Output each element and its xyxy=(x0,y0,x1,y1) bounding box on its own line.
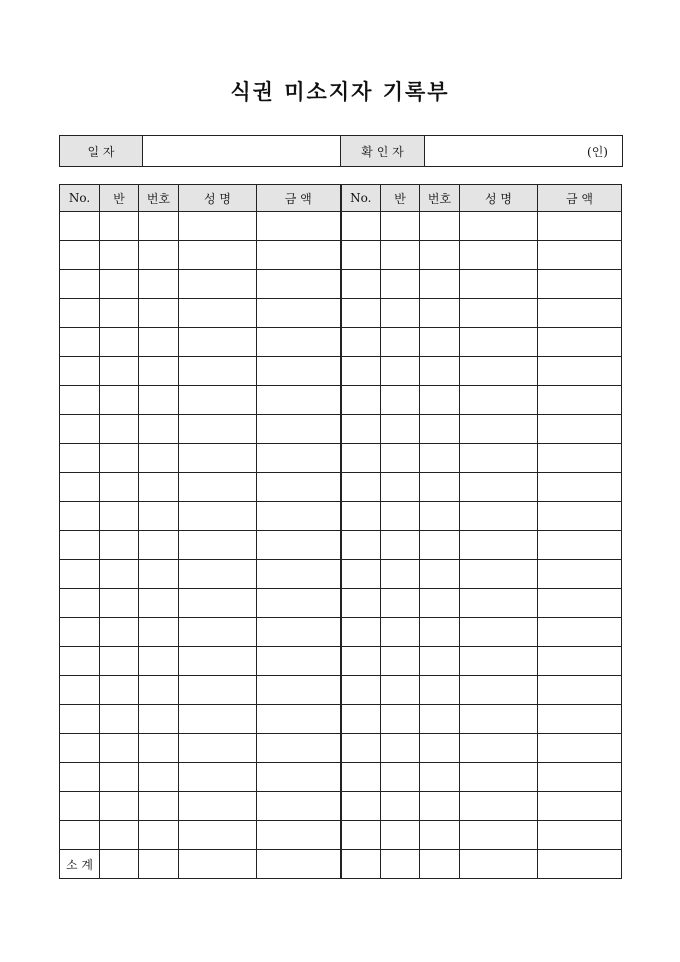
table-cell[interactable] xyxy=(420,531,460,560)
table-cell[interactable] xyxy=(257,531,341,560)
table-cell[interactable] xyxy=(100,502,139,531)
table-cell[interactable] xyxy=(341,763,381,792)
table-cell[interactable] xyxy=(179,618,257,647)
table-cell[interactable] xyxy=(460,618,538,647)
table-cell[interactable] xyxy=(381,444,420,473)
table-cell[interactable] xyxy=(100,357,139,386)
subtotal-cell[interactable] xyxy=(381,850,420,879)
table-cell[interactable] xyxy=(420,473,460,502)
table-cell[interactable] xyxy=(100,270,139,299)
subtotal-row xyxy=(60,850,622,879)
table-cell[interactable] xyxy=(139,386,179,415)
table-cell[interactable] xyxy=(60,589,100,618)
table-cell[interactable] xyxy=(179,589,257,618)
table-cell[interactable] xyxy=(100,589,139,618)
table-cell[interactable] xyxy=(60,618,100,647)
table-cell[interactable] xyxy=(381,792,420,821)
table-cell[interactable] xyxy=(420,299,460,328)
table-cell[interactable] xyxy=(139,531,179,560)
table-cell[interactable] xyxy=(381,763,420,792)
table-cell[interactable] xyxy=(179,270,257,299)
table-cell[interactable] xyxy=(257,821,341,850)
table-row xyxy=(60,444,622,473)
table-cell[interactable] xyxy=(341,705,381,734)
table-cell[interactable] xyxy=(381,618,420,647)
table-cell[interactable] xyxy=(420,386,460,415)
table-cell[interactable] xyxy=(341,618,381,647)
table-cell[interactable] xyxy=(420,357,460,386)
table-cell[interactable] xyxy=(100,473,139,502)
table-cell[interactable] xyxy=(420,270,460,299)
table-row xyxy=(60,212,622,241)
table-cell[interactable] xyxy=(538,676,622,705)
table-cell[interactable] xyxy=(381,386,420,415)
table-cell[interactable] xyxy=(381,705,420,734)
column-header: No. xyxy=(60,185,100,212)
table-cell[interactable] xyxy=(381,647,420,676)
table-cell[interactable] xyxy=(139,734,179,763)
table-cell[interactable] xyxy=(179,473,257,502)
table-cell[interactable] xyxy=(341,212,381,241)
subtotal-cell[interactable] xyxy=(179,850,257,879)
table-cell[interactable] xyxy=(460,473,538,502)
table-cell[interactable] xyxy=(60,734,100,763)
table-cell[interactable] xyxy=(538,328,622,357)
table-cell[interactable] xyxy=(60,763,100,792)
table-cell[interactable] xyxy=(179,734,257,763)
table-cell[interactable] xyxy=(257,415,341,444)
table-row xyxy=(60,473,622,502)
table-cell[interactable] xyxy=(257,647,341,676)
table-cell[interactable] xyxy=(420,560,460,589)
date-field[interactable] xyxy=(143,136,341,167)
table-cell[interactable] xyxy=(420,328,460,357)
table-cell[interactable] xyxy=(538,618,622,647)
table-cell[interactable] xyxy=(420,705,460,734)
table-cell[interactable] xyxy=(538,502,622,531)
table-cell[interactable] xyxy=(179,241,257,270)
table-cell[interactable] xyxy=(538,386,622,415)
ledger-table xyxy=(59,184,622,879)
table-cell[interactable] xyxy=(60,299,100,328)
table-cell[interactable] xyxy=(460,763,538,792)
table-cell[interactable] xyxy=(460,212,538,241)
table-cell[interactable] xyxy=(420,821,460,850)
table-cell[interactable] xyxy=(179,531,257,560)
table-cell[interactable] xyxy=(460,386,538,415)
table-cell[interactable] xyxy=(460,502,538,531)
table-cell[interactable] xyxy=(139,299,179,328)
table-cell[interactable] xyxy=(381,676,420,705)
table-cell[interactable] xyxy=(100,821,139,850)
table-cell[interactable] xyxy=(257,270,341,299)
table-row xyxy=(60,502,622,531)
table-cell[interactable] xyxy=(538,589,622,618)
confirmer-label: 확 인 자 xyxy=(341,136,425,167)
table-cell[interactable] xyxy=(420,676,460,705)
table-cell[interactable] xyxy=(257,241,341,270)
table-cell[interactable] xyxy=(538,415,622,444)
table-cell[interactable] xyxy=(100,792,139,821)
subtotal-label: 소 계 xyxy=(60,850,100,879)
table-cell[interactable] xyxy=(420,618,460,647)
table-cell[interactable] xyxy=(139,241,179,270)
table-cell[interactable] xyxy=(538,734,622,763)
table-cell[interactable] xyxy=(341,473,381,502)
table-cell[interactable] xyxy=(420,647,460,676)
table-cell[interactable] xyxy=(100,734,139,763)
table-cell[interactable] xyxy=(420,763,460,792)
table-cell[interactable] xyxy=(538,763,622,792)
table-cell[interactable] xyxy=(538,241,622,270)
table-cell[interactable] xyxy=(341,502,381,531)
table-cell[interactable] xyxy=(139,792,179,821)
table-cell[interactable] xyxy=(257,357,341,386)
table-row xyxy=(60,589,622,618)
table-cell[interactable] xyxy=(139,502,179,531)
table-cell[interactable] xyxy=(139,560,179,589)
table-cell[interactable] xyxy=(538,531,622,560)
table-cell[interactable] xyxy=(100,299,139,328)
table-cell[interactable] xyxy=(179,763,257,792)
subtotal-cell[interactable] xyxy=(460,850,538,879)
ledger-header-row xyxy=(60,185,622,212)
table-cell[interactable] xyxy=(420,212,460,241)
table-cell[interactable] xyxy=(60,386,100,415)
table-cell[interactable] xyxy=(179,647,257,676)
table-cell[interactable] xyxy=(179,821,257,850)
table-cell[interactable] xyxy=(139,212,179,241)
table-cell[interactable] xyxy=(60,560,100,589)
table-cell[interactable] xyxy=(460,734,538,763)
column-header: 금 액 xyxy=(538,185,622,212)
table-cell[interactable] xyxy=(139,647,179,676)
table-row xyxy=(60,705,622,734)
table-cell[interactable] xyxy=(139,270,179,299)
table-row xyxy=(60,763,622,792)
table-cell[interactable] xyxy=(341,270,381,299)
table-cell[interactable] xyxy=(341,299,381,328)
table-cell[interactable] xyxy=(60,328,100,357)
table-cell[interactable] xyxy=(460,792,538,821)
table-cell[interactable] xyxy=(381,734,420,763)
table-cell[interactable] xyxy=(100,647,139,676)
confirmer-field[interactable] xyxy=(425,136,623,167)
table-cell[interactable] xyxy=(460,357,538,386)
table-cell[interactable] xyxy=(60,473,100,502)
table-cell[interactable] xyxy=(460,299,538,328)
table-cell[interactable] xyxy=(460,241,538,270)
table-row xyxy=(60,328,622,357)
table-cell[interactable] xyxy=(381,212,420,241)
table-cell[interactable] xyxy=(100,531,139,560)
table-cell[interactable] xyxy=(179,299,257,328)
table-cell[interactable] xyxy=(420,589,460,618)
table-cell[interactable] xyxy=(460,531,538,560)
table-cell[interactable] xyxy=(179,357,257,386)
table-cell[interactable] xyxy=(341,589,381,618)
table-cell[interactable] xyxy=(139,415,179,444)
table-cell[interactable] xyxy=(257,676,341,705)
table-cell[interactable] xyxy=(381,241,420,270)
table-cell[interactable] xyxy=(100,560,139,589)
table-cell[interactable] xyxy=(257,705,341,734)
table-row xyxy=(60,531,622,560)
table-cell[interactable] xyxy=(257,299,341,328)
table-cell[interactable] xyxy=(60,270,100,299)
date-label: 일 자 xyxy=(60,136,143,167)
table-cell[interactable] xyxy=(460,821,538,850)
table-cell[interactable] xyxy=(341,792,381,821)
table-cell[interactable] xyxy=(538,705,622,734)
table-cell[interactable] xyxy=(139,357,179,386)
table-cell[interactable] xyxy=(381,415,420,444)
table-cell[interactable] xyxy=(538,560,622,589)
column-header: 번호 xyxy=(139,185,179,212)
table-cell[interactable] xyxy=(381,821,420,850)
table-cell[interactable] xyxy=(341,444,381,473)
table-cell[interactable] xyxy=(538,270,622,299)
table-cell[interactable] xyxy=(538,821,622,850)
table-cell[interactable] xyxy=(100,386,139,415)
table-cell[interactable] xyxy=(60,676,100,705)
table-cell[interactable] xyxy=(257,792,341,821)
subtotal-cell[interactable] xyxy=(100,850,139,879)
table-cell[interactable] xyxy=(381,357,420,386)
table-cell[interactable] xyxy=(100,618,139,647)
table-cell[interactable] xyxy=(420,241,460,270)
table-cell[interactable] xyxy=(179,386,257,415)
table-cell[interactable] xyxy=(420,502,460,531)
table-cell[interactable] xyxy=(139,473,179,502)
table-cell[interactable] xyxy=(179,560,257,589)
info-table xyxy=(59,135,623,167)
table-cell[interactable] xyxy=(257,386,341,415)
table-cell[interactable] xyxy=(381,328,420,357)
subtotal-cell[interactable] xyxy=(420,850,460,879)
table-cell[interactable] xyxy=(538,473,622,502)
table-row xyxy=(60,676,622,705)
table-row xyxy=(60,560,622,589)
table-cell[interactable] xyxy=(341,357,381,386)
table-cell[interactable] xyxy=(257,328,341,357)
table-cell[interactable] xyxy=(341,531,381,560)
table-cell[interactable] xyxy=(381,589,420,618)
column-header: 금 액 xyxy=(257,185,341,212)
table-cell[interactable] xyxy=(460,415,538,444)
column-header: 성 명 xyxy=(179,185,257,212)
table-cell[interactable] xyxy=(381,531,420,560)
table-cell[interactable] xyxy=(60,705,100,734)
table-cell[interactable] xyxy=(139,589,179,618)
table-row xyxy=(60,647,622,676)
table-cell[interactable] xyxy=(60,415,100,444)
table-cell[interactable] xyxy=(538,647,622,676)
table-cell[interactable] xyxy=(381,270,420,299)
table-cell[interactable] xyxy=(60,792,100,821)
table-cell[interactable] xyxy=(341,560,381,589)
table-cell[interactable] xyxy=(460,270,538,299)
table-row xyxy=(60,299,622,328)
table-row xyxy=(60,386,622,415)
table-cell[interactable] xyxy=(179,705,257,734)
table-cell[interactable] xyxy=(100,705,139,734)
table-cell[interactable] xyxy=(100,212,139,241)
table-cell[interactable] xyxy=(460,647,538,676)
table-cell[interactable] xyxy=(381,502,420,531)
table-cell[interactable] xyxy=(60,212,100,241)
table-cell[interactable] xyxy=(179,444,257,473)
table-cell[interactable] xyxy=(341,241,381,270)
table-row xyxy=(60,618,622,647)
column-header: 번호 xyxy=(420,185,460,212)
table-cell[interactable] xyxy=(60,502,100,531)
table-cell[interactable] xyxy=(100,328,139,357)
seal-text: (인) xyxy=(587,144,608,159)
table-cell[interactable] xyxy=(341,386,381,415)
table-cell[interactable] xyxy=(257,734,341,763)
table-cell[interactable] xyxy=(139,763,179,792)
table-cell[interactable] xyxy=(60,444,100,473)
table-cell[interactable] xyxy=(257,444,341,473)
table-cell[interactable] xyxy=(381,299,420,328)
table-cell[interactable] xyxy=(538,212,622,241)
table-cell[interactable] xyxy=(100,676,139,705)
column-header: 반 xyxy=(381,185,420,212)
table-cell[interactable] xyxy=(538,444,622,473)
table-cell[interactable] xyxy=(460,705,538,734)
column-header: 반 xyxy=(100,185,139,212)
table-cell[interactable] xyxy=(139,328,179,357)
table-cell[interactable] xyxy=(420,734,460,763)
table-cell[interactable] xyxy=(179,415,257,444)
table-cell[interactable] xyxy=(139,618,179,647)
table-cell[interactable] xyxy=(179,212,257,241)
table-cell[interactable] xyxy=(420,792,460,821)
table-cell[interactable] xyxy=(460,560,538,589)
table-cell[interactable] xyxy=(460,589,538,618)
table-row xyxy=(60,241,622,270)
table-cell[interactable] xyxy=(139,444,179,473)
table-cell[interactable] xyxy=(538,357,622,386)
table-cell[interactable] xyxy=(139,705,179,734)
table-cell[interactable] xyxy=(179,328,257,357)
table-cell[interactable] xyxy=(420,415,460,444)
page-title: 식권 미소지자 기록부 xyxy=(230,79,450,104)
table-cell[interactable] xyxy=(60,647,100,676)
table-cell[interactable] xyxy=(257,212,341,241)
table-cell[interactable] xyxy=(341,734,381,763)
table-row xyxy=(60,792,622,821)
table-cell[interactable] xyxy=(100,444,139,473)
table-cell[interactable] xyxy=(100,415,139,444)
table-cell[interactable] xyxy=(179,676,257,705)
column-header: 성 명 xyxy=(460,185,538,212)
table-cell[interactable] xyxy=(139,676,179,705)
table-row xyxy=(60,734,622,763)
table-cell[interactable] xyxy=(100,763,139,792)
table-cell[interactable] xyxy=(341,821,381,850)
table-cell[interactable] xyxy=(257,560,341,589)
subtotal-cell[interactable] xyxy=(257,850,341,879)
table-cell[interactable] xyxy=(341,647,381,676)
table-row xyxy=(60,357,622,386)
table-cell[interactable] xyxy=(179,502,257,531)
table-cell[interactable] xyxy=(257,589,341,618)
table-cell[interactable] xyxy=(341,415,381,444)
table-cell[interactable] xyxy=(420,444,460,473)
table-cell[interactable] xyxy=(257,502,341,531)
table-cell[interactable] xyxy=(538,299,622,328)
table-cell[interactable] xyxy=(179,792,257,821)
subtotal-cell[interactable] xyxy=(341,850,381,879)
subtotal-cell[interactable] xyxy=(538,850,622,879)
table-row xyxy=(60,270,622,299)
table-cell[interactable] xyxy=(381,560,420,589)
table-cell[interactable] xyxy=(460,676,538,705)
table-cell[interactable] xyxy=(257,618,341,647)
table-cell[interactable] xyxy=(381,473,420,502)
table-cell[interactable] xyxy=(257,473,341,502)
table-cell[interactable] xyxy=(60,531,100,560)
column-header: No. xyxy=(341,185,381,212)
table-cell[interactable] xyxy=(60,821,100,850)
table-cell[interactable] xyxy=(538,792,622,821)
table-cell[interactable] xyxy=(139,821,179,850)
table-cell[interactable] xyxy=(60,241,100,270)
table-cell[interactable] xyxy=(100,241,139,270)
table-row xyxy=(60,415,622,444)
table-cell[interactable] xyxy=(60,357,100,386)
table-cell[interactable] xyxy=(341,328,381,357)
table-cell[interactable] xyxy=(341,676,381,705)
table-cell[interactable] xyxy=(460,444,538,473)
table-row xyxy=(60,821,622,850)
subtotal-cell[interactable] xyxy=(139,850,179,879)
table-cell[interactable] xyxy=(460,328,538,357)
table-cell[interactable] xyxy=(257,763,341,792)
